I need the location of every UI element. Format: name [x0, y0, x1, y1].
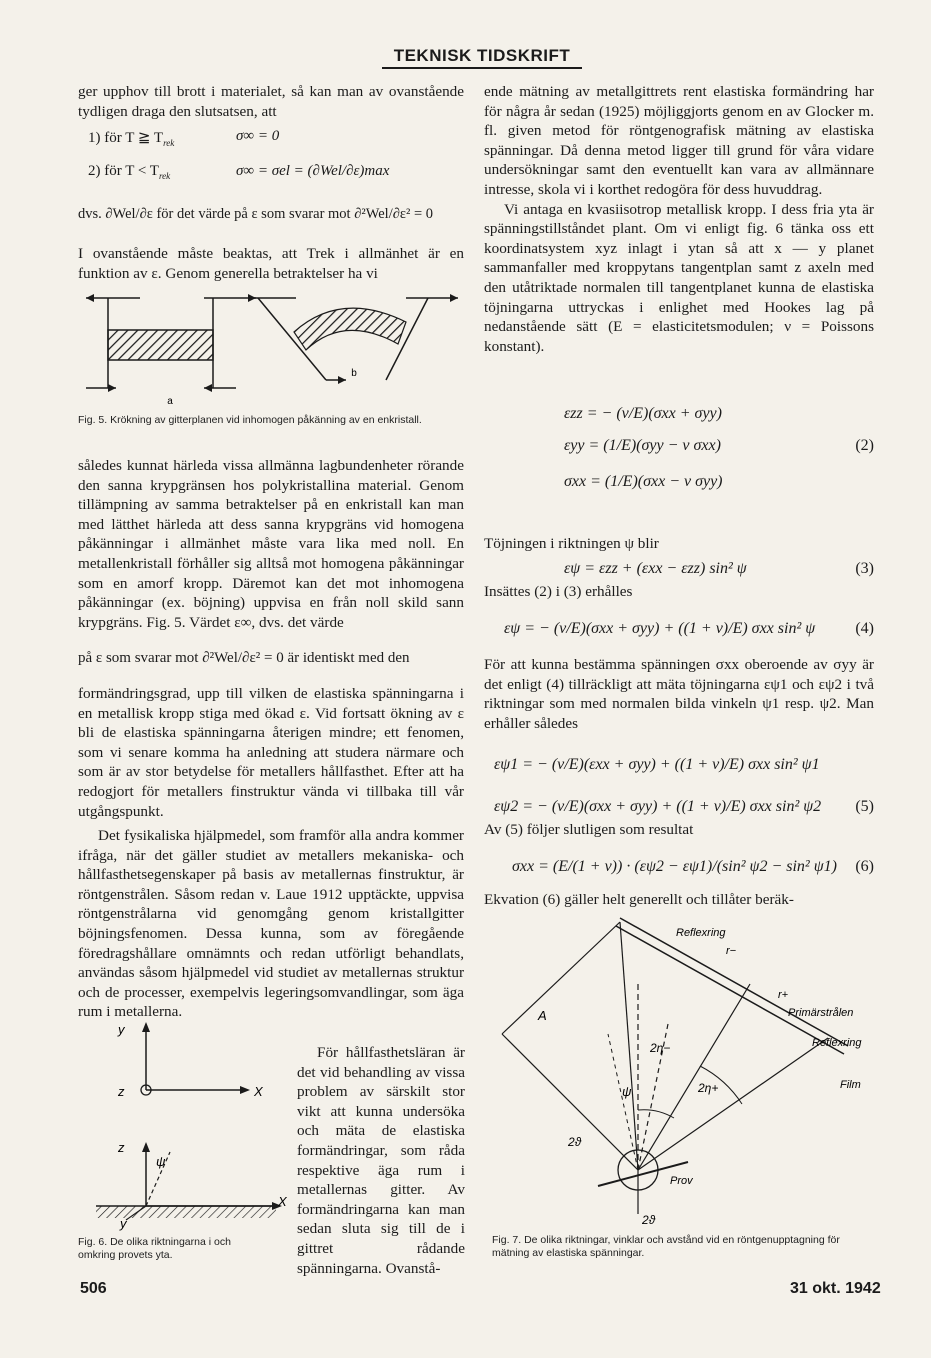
figure-6-label-psi: ψ: [156, 1154, 166, 1169]
figure-5-label-b: b: [351, 368, 357, 379]
coordinate-system-top: [141, 1022, 250, 1095]
figure-6-label-z2: z: [118, 1140, 125, 1155]
right-text-7: [484, 890, 874, 910]
condition-1-sub: rek: [163, 138, 175, 148]
left-paragraph-3: [78, 456, 464, 632]
equation-2-number: (2): [855, 437, 874, 454]
left-paragraph-3b: på ε som svarar mot ∂²Wel/∂ε² = 0 är identiskt med den: [78, 650, 410, 666]
right-column: [484, 82, 874, 356]
figure-6-label-y: y: [118, 1022, 125, 1037]
figure-7-label-prov: Prov: [670, 1175, 693, 1187]
left-paragraph-1: ger upphov till brott i materialet, så kan man av ovanstående tydligen draga den slutsatsen, att: [78, 83, 464, 120]
equation-5a: εψ1 = − (ν/E)(εxx + σyy) + ((1 + ν)/E) σxx sin² ψ1: [494, 756, 820, 773]
left-paragraph-2: [78, 244, 464, 283]
figure-7: [488, 914, 878, 1234]
figure-7-label-r-plus: r+: [778, 989, 789, 1001]
equation-2c: σxx = (1/E)(σxx − ν σyy): [564, 473, 723, 490]
equation-6-row: [484, 852, 874, 882]
equation-2a: εzz = − (ν/E)(σxx + σyy): [564, 405, 722, 422]
figure-6-label-x2: X: [278, 1194, 287, 1209]
equation-6-line: [484, 852, 874, 882]
figure-7-label-A: A: [538, 1008, 547, 1023]
figure-5-label-a: a: [167, 396, 173, 407]
right-paragraph-7: Ekvation (6) gäller helt generellt och tillåter beräk-: [484, 891, 794, 908]
figure-7-label-reflexring-top: Reflexring: [676, 927, 726, 939]
figure-7-label-2eta-minus: 2η−: [650, 1041, 671, 1055]
equation-4-line: [484, 617, 874, 641]
equation-6-number: (6): [855, 858, 874, 875]
right-paragraph-6: Av (5) följer slutligen som resultat: [484, 821, 694, 838]
figure-6-label-x: X: [254, 1084, 263, 1099]
right-text-4: [484, 582, 874, 602]
issue-date: 31 okt. 1942: [790, 1280, 881, 1297]
figure-7-label-r-minus: r−: [726, 945, 737, 957]
figure-7-label-primar: Primärstrålen: [788, 1007, 854, 1019]
condition-1: [88, 128, 280, 148]
equation-4-number: (4): [855, 620, 874, 637]
condition-1-label: 1) för T ≧ T: [88, 130, 164, 146]
equation-block-5: [484, 744, 874, 828]
left-paragraph-5: [78, 826, 464, 1022]
figure-7-label-2theta: 2ϑ: [568, 1135, 582, 1149]
equation-6: σxx = (E/(1 + ν)) · (εψ2 − εψ1)/(sin² ψ2 − sin² ψ1): [512, 858, 837, 875]
condition-1-eq: σ∞ = 0: [236, 128, 280, 144]
figure-7-label-psi: ψ: [622, 1084, 632, 1099]
condition-2: [88, 163, 390, 181]
figure-6: [96, 1016, 292, 1231]
equation-4-row: [484, 617, 874, 641]
figure-7-label-film: Film: [840, 1079, 861, 1091]
figure-7-label-2eta-plus: 2η+: [698, 1081, 719, 1095]
dvs-line: dvs. ∂Wel/∂ε för det värde på ε som svarar mot ∂²Wel/∂ε² = 0: [78, 206, 434, 222]
figure-5: [86, 292, 466, 408]
right-text-6: [484, 820, 874, 840]
left-paragraph-6: [297, 1043, 465, 1278]
right-paragraph-4: Insättes (2) i (3) erhålles: [484, 583, 633, 600]
figure-7-film-plate: [616, 918, 848, 1054]
equation-3-row: [484, 557, 874, 581]
equation-5-number: (5): [855, 798, 874, 815]
left-paragraph-5-text: Det fysikaliska hjälpmedel, som framför alla andra kommer ifråga, när det gäller studiet av metallers mekaniska- och hållfasthetsegenskaper på basis av metallernas finstruktur, är röntgenstrålen. Såsom redan v. Laue 1912 upptäckte, uppvisa röntgenstrålarna vid genomgång genom kristallgitter böjningsfenomen. Dessa kunna, som av föregående föredragshållare omnämnts och redan utförligt behandlats, användas såsom hjälpmedel vid studiet av metallernas struktur och de processer, exempelvis legeringsomvandlingar, som äga rum i metallerna.: [78, 827, 464, 1021]
left-paragraph-2-text: I ovanstående måste beaktas, att Trek i allmänhet är en funktion av ε. Genom generella betraktelser ha vi: [78, 245, 464, 282]
figure-7-label-reflexring-right: Reflexring: [812, 1037, 862, 1049]
left-paragraph-6-text: För hållfasthetsläran är det vid behandling av vissa problem av särskilt stor vikt att kunna undersöka och mäta de elastiska formändringar, som råda respektive äga rum i metallernas gitter. Av formändringarna kan man sedan sluta sig till de i gittret rådande spänningarna. Ovanstå-: [297, 1044, 465, 1277]
figure-7-label-2theta-b: 2ϑ: [642, 1213, 656, 1227]
figure-5a-crystal: [86, 294, 256, 392]
equation-3-line: [484, 557, 874, 581]
left-paragraph-4-text: formändringsgrad, upp till vilken de elastiska spänningarna i en metallisk kropp stiga med ökad ε. Vid fortsatt ökning av ε bli de elastiska spänningarna återigen mindre; ett fenomen, som vi senare komma ha anledning att studera närmare och som är av stor betydelse för metallers hållfasthet. Efter att ha redogjort för metallers finstruktur vända vi tillbaka till vår utgångspunkt.: [78, 685, 464, 820]
figure-6-caption: Fig. 6. De olika riktningarna i och omkring provets yta.: [78, 1236, 231, 1261]
equation-2c-row: [484, 464, 874, 500]
equation-4: εψ = − (ν/E)(σxx + σyy) + ((1 + ν)/E) σxx sin² ψ: [504, 620, 816, 637]
figure-6-label-y2: y: [120, 1216, 127, 1231]
figure-7-caption: Fig. 7. De olika riktningar, vinklar och avstånd vid en röntgenupptagning för mätning av elastiska spänningar.: [492, 1234, 840, 1259]
equation-3-number: (3): [855, 560, 874, 577]
equation-5b: εψ2 = − (ν/E)(σxx + σyy) + ((1 + ν)/E) σxx sin² ψ2: [494, 798, 822, 815]
right-paragraph-1: ende mätning av metallgittrets rent elastiska formändring har för några år sedan (1925) möjliggjorts genom en av Glocker m. fl. given metod för röntgenografisk mätning av elastiska spänningar. Då denna metod ligger till grund för våra vidare undersökningar samt den eventuellt kan vara av allmännare intresse, skola vi i korthet redogöra för dess huvuddrag.: [484, 83, 874, 198]
equation-block-2: [484, 400, 874, 500]
left-paragraph-3-text: således kunnat härleda vissa allmänna lagbundenheter rörande den sanna krypgränsen hos polykristallina material. Genom tillämpning av samma betraktelser på en enkristall kan man med lätthet härleda att dess sanna krypgräns vid homogena påkänningar i allmänhet måste vara lika med noll. En metallenkristall förhåller sig alltså mot homogena påkänningar som en amorf kropp. Däremot kan det mot inhomogena påkänningar (ex. böjning) uppvisa en från noll skild sann krypgräns. Fig. 5. Värdet ε∞, dvs. det värde: [78, 457, 464, 631]
left-column: [78, 82, 464, 121]
right-text-5: [484, 655, 874, 733]
right-text-3: [484, 534, 874, 554]
right-paragraph-3: Töjningen i riktningen ψ blir: [484, 535, 659, 552]
equation-3: εψ = εzz + (εxx − εzz) sin² ψ: [564, 560, 747, 577]
equation-2b-row: [484, 428, 874, 464]
right-paragraph-5: För att kunna bestämma spänningen σxx oberoende av σyy är det enligt (4) tillräckligt att mäta töjningarna εψ1 och εψ2 i två riktningar som med normalen bilda vinkeln ψ1 resp. ψ2. Man erhåller således: [484, 656, 874, 732]
figure-5-caption: Fig. 5. Krökning av gitterplanen vid inhomogen påkänning av en enkristall.: [78, 414, 422, 426]
figure-6-label-z: z: [118, 1084, 125, 1099]
equation-2a-row: [484, 400, 874, 428]
left-paragraph-4: [78, 684, 464, 821]
condition-2-eq: σ∞ = σel = (∂Wel/∂ε)max: [236, 163, 390, 179]
journal-header: TEKNISK TIDSKRIFT: [382, 46, 582, 69]
right-paragraph-2: Vi antaga en kvasiisotrop metallisk kropp. I dess fria yta är spänningstillståndet plant. Om vi enligt fig. 6 tänka oss ett koordinatsystem xyz inlagt i ytan så att x — y planet sammanfaller med kroppytans tangentplan samt z axeln med den utåtriktade normalen till tangentplanet kunna de elastiska töjningarna uttryckas i enlighet med Hookes lag på nedanstående sätt (E = elasticitetsmodulen; ν = Poissons konstant).: [484, 200, 874, 355]
page-number: 506: [80, 1280, 107, 1297]
equation-5a-row: [484, 744, 874, 786]
condition-2-sub: rek: [158, 171, 171, 181]
condition-2-label: 2) för T < T: [88, 163, 159, 179]
equation-2b: εyy = (1/E)(σyy − ν σxx): [564, 437, 721, 454]
